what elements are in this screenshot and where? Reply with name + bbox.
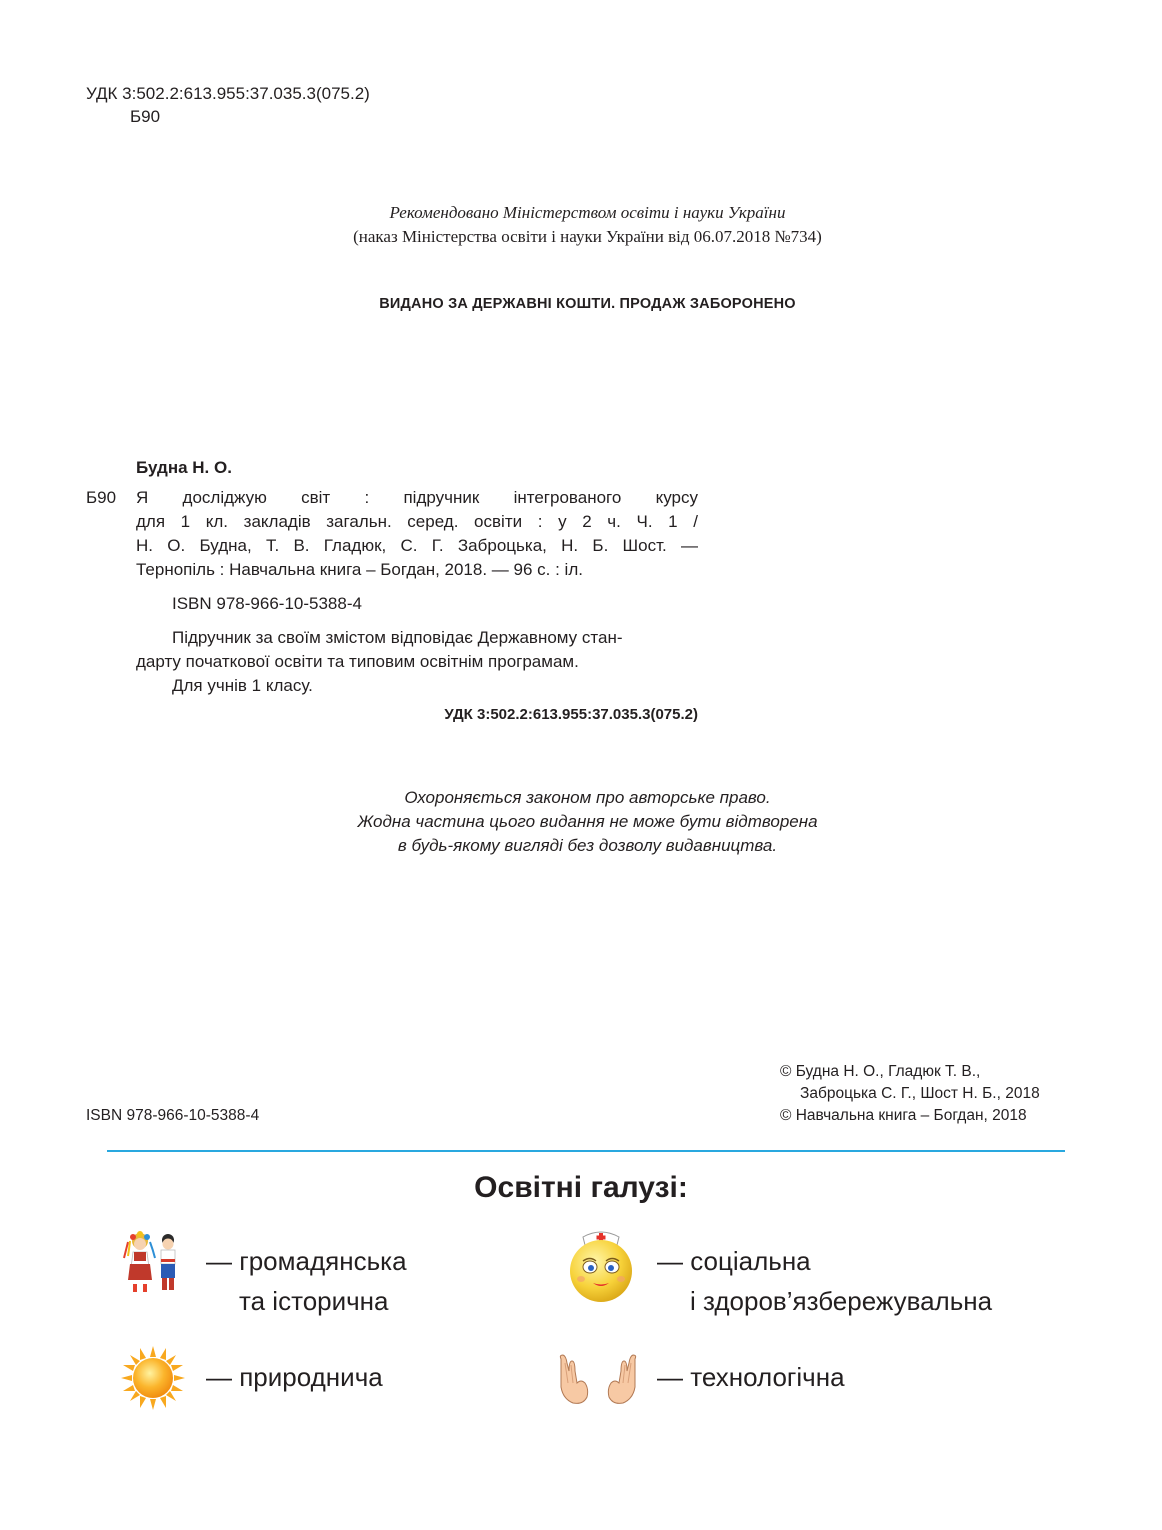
card-description bbox=[86, 486, 698, 582]
card-desc-line: для 1 кл. закладів загальн. серед. освіти : у 2 ч. Ч. 1 / bbox=[136, 512, 698, 531]
card-desc-line: Н. О. Будна, Т. В. Гладюк, С. Г. Заброцька, Н. Б. Шост. — bbox=[136, 536, 698, 555]
isbn-bottom: ISBN 978-966-10-5388-4 bbox=[86, 1107, 260, 1124]
copyright-line: © Будна Н. О., Гладюк Т. В., bbox=[780, 1063, 981, 1080]
divider-line bbox=[107, 1150, 1065, 1152]
annotation-line: дарту початкової освіти та типовим освітнім програмам. bbox=[136, 652, 579, 671]
smiling-nurse-face-icon bbox=[565, 1225, 637, 1305]
card-desc-line: Тернопіль : Навчальна книга – Богдан, 2018. — 96 с. : іл. bbox=[136, 560, 583, 579]
field-label-line: і здоров’язбережувальна bbox=[690, 1286, 993, 1316]
catalog-index: Б90 bbox=[130, 107, 161, 126]
card-desc-line: Я досліджую світ : підручник інтегрованого курсу bbox=[136, 488, 698, 507]
card-author: Будна Н. О. bbox=[136, 458, 232, 477]
card-udk: УДК 3:502.2:613.955:37.035.3(075.2) bbox=[444, 706, 698, 723]
ministry-recommendation bbox=[300, 201, 875, 249]
card-annotation bbox=[86, 626, 698, 698]
field-natural bbox=[120, 1345, 540, 1415]
copyright-protection-note bbox=[300, 786, 875, 858]
field-label-line: — природнича bbox=[206, 1362, 383, 1392]
annotation-line: Підручник за своїм змістом відповідає Державному стан- bbox=[172, 628, 623, 647]
protection-line: в будь-якому вигляді без дозволу видавництва. bbox=[397, 836, 778, 855]
open-hands-icon bbox=[555, 1353, 641, 1407]
order-line: (наказ Міністерства освіти і науки України від 06.07.2018 №734) bbox=[353, 227, 822, 246]
udk-code: УДК 3:502.2:613.955:37.035.3(075.2) bbox=[86, 84, 370, 103]
field-label-line: — соціальна bbox=[657, 1246, 811, 1276]
annotation-line: Для учнів 1 класу. bbox=[172, 676, 313, 695]
field-social-health bbox=[565, 1225, 1065, 1325]
protection-line: Охороняється законом про авторське право. bbox=[404, 788, 771, 807]
field-label bbox=[206, 1357, 383, 1397]
children-in-national-costume-icon bbox=[120, 1230, 186, 1296]
recommendation-line: Рекомендовано Міністерством освіти і науки України bbox=[389, 203, 786, 222]
fields-title: Освітні галузі: bbox=[474, 1171, 688, 1204]
copyright-line: Заброцька С. Г., Шост Н. Б., 2018 bbox=[800, 1085, 1040, 1102]
catalog-card bbox=[86, 456, 698, 726]
field-label-line: та історична bbox=[239, 1286, 389, 1316]
card-index: Б90 bbox=[86, 488, 117, 507]
sun-icon bbox=[120, 1345, 186, 1411]
copyright-block bbox=[780, 1061, 1040, 1127]
copyright-line: © Навчальна книга – Богдан, 2018 bbox=[780, 1107, 1027, 1124]
protection-line: Жодна частина цього видання не може бути відтворена bbox=[357, 812, 818, 831]
field-technological bbox=[555, 1345, 1065, 1415]
field-label-line: — технологічна bbox=[657, 1362, 845, 1392]
state-funded-note: ВИДАНО ЗА ДЕРЖАВНІ КОШТИ. ПРОДАЖ ЗАБОРОНЕНО bbox=[379, 296, 796, 312]
card-isbn: ISBN 978-966-10-5388-4 bbox=[172, 594, 362, 613]
field-label bbox=[657, 1241, 992, 1321]
field-label bbox=[657, 1357, 845, 1397]
udk-header bbox=[86, 82, 370, 128]
field-label bbox=[206, 1241, 407, 1321]
field-civic-historical bbox=[120, 1225, 540, 1325]
field-label-line: — громадянська bbox=[206, 1246, 407, 1276]
